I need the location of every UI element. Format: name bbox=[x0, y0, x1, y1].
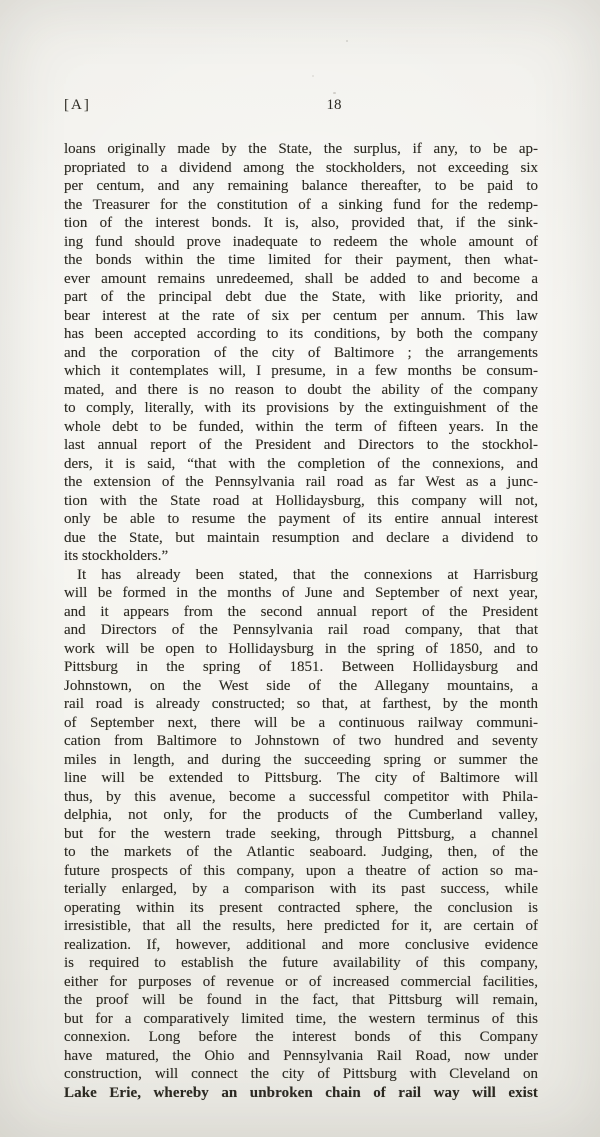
text-line: delphia, not only, for the products of the Cumberland valley, bbox=[64, 807, 538, 823]
text-line: and the corporation of the city of Baltimore ; the arrangements bbox=[64, 344, 538, 361]
text-line: terially enlarged, by a comparison with its past success, while bbox=[64, 881, 538, 897]
text-line: miles in length, and during the succeeding spring or summer the bbox=[64, 751, 538, 768]
text-line: to the markets of the Atlantic seaboard. Judging, then, of the bbox=[64, 844, 538, 860]
text-line: but for the western trade seeking, through Pittsburg, a channel bbox=[64, 825, 538, 842]
text-line: tion with the State road at Hollidaysburg, this company will not, bbox=[64, 492, 538, 509]
scan-speck bbox=[312, 75, 314, 77]
text-line: ever amount remains unredeemed, shall be added to and become a bbox=[64, 270, 538, 287]
text-line: of September next, there will be a continuous railway communi- bbox=[64, 714, 538, 731]
text-line: and it appears from the second annual report of the President bbox=[64, 603, 538, 620]
text-line: is required to establish the future availability of this company, bbox=[64, 955, 538, 971]
text-line: ing fund should prove inadequate to redeem the whole amount of bbox=[64, 233, 538, 250]
text-line: the bonds within the time limited for their payment, then what- bbox=[64, 252, 538, 268]
text-line: line will be extended to Pittsburg. The city of Baltimore will bbox=[64, 770, 538, 786]
text-line: cation from Baltimore to Johnstown of two hundred and seventy bbox=[64, 733, 538, 749]
text-line: rail road is already constructed; so that, at farthest, by the month bbox=[64, 696, 538, 712]
text-line: It has already been stated, that the connexions at Harrisburg bbox=[77, 566, 538, 583]
text-line: due the State, but maintain resumption and declare a dividend to bbox=[64, 529, 538, 546]
text-line: connexion. Long before the interest bonds of this Company bbox=[64, 1029, 538, 1045]
text-line: loans originally made by the State, the surplus, if any, to be ap- bbox=[64, 141, 538, 157]
text-line: has been accepted according to its conditions, by both the company bbox=[64, 326, 538, 342]
text-line: future prospects of this company, upon a theatre of action so ma- bbox=[64, 862, 538, 879]
text-line: operating within its present contracted sphere, the conclusion is bbox=[64, 899, 538, 916]
text-line: its stockholders.” bbox=[64, 548, 169, 564]
text-line: tion of the interest bonds. It is, also, provided that, if the sink- bbox=[64, 215, 538, 231]
header-annotation: [A] bbox=[64, 97, 91, 113]
text-line: but for a comparatively limited time, the western terminus of this bbox=[64, 1010, 538, 1027]
text-line: ders, it is said, “that with the completion of the connexions, and bbox=[64, 455, 538, 472]
text-line: mated, and there is no reason to doubt the ability of the company bbox=[64, 381, 538, 398]
paragraph bbox=[64, 566, 538, 1103]
text-line: Pittsburg in the spring of 1851. Between Hollidaysburg and bbox=[64, 659, 538, 675]
text-line: whole debt to be funded, within the term of fifteen years. In the bbox=[64, 418, 538, 435]
text-line: per centum, and any remaining balance thereafter, to be paid to bbox=[64, 178, 538, 194]
text-line: last annual report of the President and Directors to the stockhol- bbox=[64, 437, 538, 453]
text-line: thus, by this avenue, become a successful competitor with Phila- bbox=[64, 788, 538, 805]
text-line: either for purposes of revenue or of increased commercial facilities, bbox=[64, 973, 538, 990]
scan-speck bbox=[333, 92, 336, 94]
text-line: the Treasurer for the constitution of a sinking fund for the redemp- bbox=[64, 196, 538, 213]
text-line: to comply, literally, with its provisions by the extinguishment of the bbox=[64, 400, 538, 416]
text-line: Lake Erie, whereby an unbroken chain of rail way will exist bbox=[64, 1084, 538, 1101]
text-line: realization. If, however, additional and more conclusive evidence bbox=[64, 936, 538, 953]
text-line: the extension of the Pennsylvania rail road as far West as a junc- bbox=[64, 474, 538, 490]
text-line: bear interest at the rate of six per centum per annum. This law bbox=[64, 307, 538, 324]
paragraph bbox=[64, 140, 538, 566]
text-line: have matured, the Ohio and Pennsylvania Rail Road, now under bbox=[64, 1047, 538, 1064]
text-line: Johnstown, on the West side of the Allegany mountains, a bbox=[64, 677, 538, 694]
page-header bbox=[64, 97, 538, 119]
text-line: will be formed in the months of June and September of next year, bbox=[64, 585, 538, 601]
text-line: the proof will be found in the fact, that Pittsburg will remain, bbox=[64, 992, 538, 1008]
text-line: construction, will connect the city of Pittsburg with Cleveland on bbox=[64, 1066, 538, 1082]
text-line: part of the principal debt due the State, with like priority, and bbox=[64, 289, 538, 305]
text-line: work will be open to Hollidaysburg in the spring of 1850, and to bbox=[64, 640, 538, 657]
text-line: which it contemplates will, I presume, in a few months be consum- bbox=[64, 363, 538, 379]
document-body bbox=[64, 140, 538, 1102]
text-line: irresistible, that all the results, here predicted for it, are certain of bbox=[64, 918, 538, 934]
page-number: 18 bbox=[326, 97, 342, 113]
scan-speck bbox=[346, 40, 348, 42]
text-line: only be able to resume the payment of its entire annual interest bbox=[64, 511, 538, 527]
text-line: propriated to a dividend among the stockholders, not exceeding six bbox=[64, 159, 538, 176]
text-line: and Directors of the Pennsylvania rail road company, that that bbox=[64, 622, 538, 638]
